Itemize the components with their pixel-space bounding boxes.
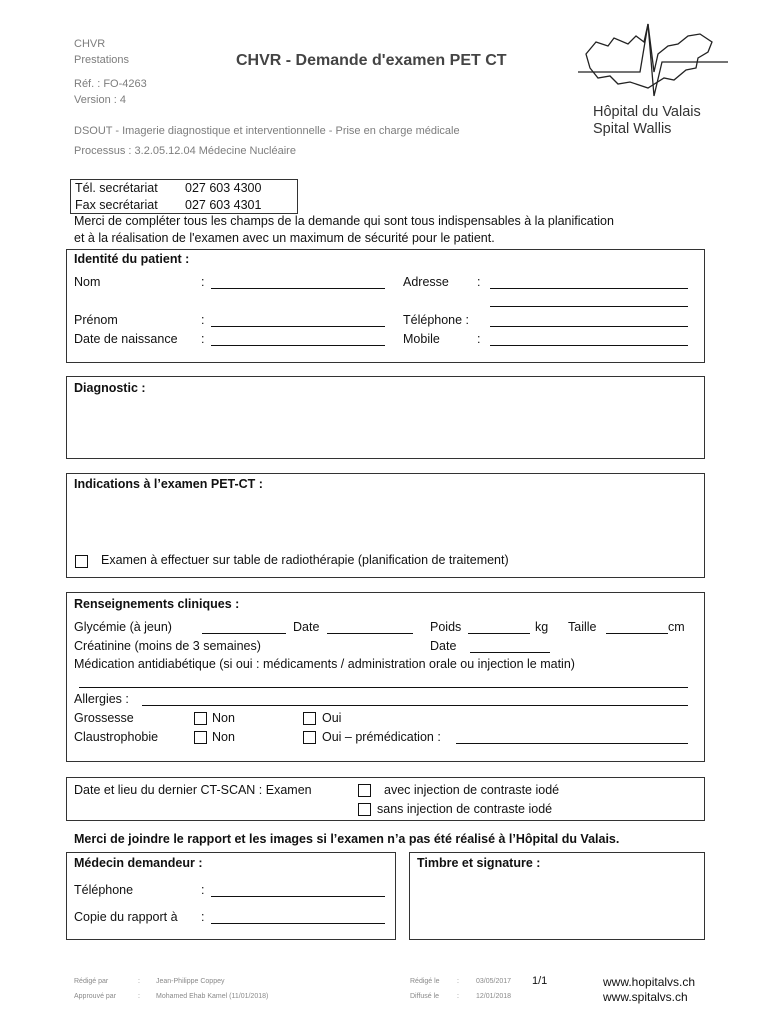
glycemie-label: Glycémie (à jeun) (74, 620, 172, 634)
taille-label: Taille (568, 620, 597, 634)
doc-version: Version : 4 (74, 94, 126, 106)
approuve-value: Mohamed Ehab Kamel (11/01/2018) (156, 993, 269, 1000)
glycemie-date-field[interactable] (327, 622, 413, 634)
claustro-oui-label: Oui – prémédication : (322, 730, 441, 744)
cm-unit: cm (668, 620, 685, 634)
approuve-label: Approuvé par (74, 993, 117, 1000)
grossesse-oui-checkbox[interactable] (303, 712, 316, 725)
fax-value: 027 603 4301 (185, 198, 262, 212)
join-report-notice: Merci de joindre le rapport et les images si l’examen n’a pas été réalisé à l’Hôpital du Valais. (74, 832, 620, 846)
creatinine-date-label: Date (430, 639, 457, 653)
copie-field[interactable] (211, 912, 385, 924)
logo-text-fr: Hôpital du Valais (593, 104, 701, 120)
glycemie-date-label: Date (293, 620, 320, 634)
claustro-label: Claustrophobie (74, 730, 159, 744)
timbre-heading: Timbre et signature : (417, 856, 541, 870)
hopital-valais-logo-icon (578, 22, 728, 104)
prenom-field[interactable] (211, 315, 385, 327)
redige-le-label: Rédigé le (410, 978, 440, 985)
intro-line-1: Merci de compléter tous les champs de la demande qui sont tous indispensables à la planification (74, 214, 614, 228)
medication-label: Médication antidiabétique (si oui : médicaments / administration orale ou injection le matin) (74, 657, 575, 671)
redige-le-value: 03/05/2017 (476, 978, 512, 985)
medecin-telephone-field[interactable] (211, 885, 385, 897)
adresse-field-2[interactable] (490, 295, 688, 307)
poids-label: Poids (430, 620, 462, 634)
approuve-colon: : (138, 993, 140, 1000)
adresse-label: Adresse (403, 275, 449, 289)
mobile-colon: : (477, 332, 481, 346)
taille-field[interactable] (606, 622, 668, 634)
ctscan-avec-checkbox[interactable] (358, 784, 371, 797)
dept-name: Prestations (74, 54, 130, 66)
ctscan-avec-label: avec injection de contraste iodé (384, 783, 560, 797)
tel-value: 027 603 4300 (185, 181, 262, 195)
patient-heading: Identité du patient : (74, 252, 190, 266)
url-spitalvs[interactable]: www.spitalvs.ch (603, 990, 688, 1004)
indications-heading: Indications à l’examen PET-CT : (74, 477, 263, 491)
processus-line: Processus : 3.2.05.12.04 Médecine Nucléaire (74, 145, 296, 157)
diffuse-colon: : (457, 993, 459, 1000)
naissance-colon: : (201, 332, 205, 346)
medication-field[interactable] (79, 676, 688, 688)
nom-label: Nom (74, 275, 101, 289)
grossesse-non-checkbox[interactable] (194, 712, 207, 725)
clinique-heading: Renseignements cliniques : (74, 597, 240, 611)
radiotherapie-label: Examen à effectuer sur table de radiothérapie (planification de traitement) (101, 553, 509, 567)
radiotherapie-checkbox[interactable] (75, 555, 88, 568)
allergies-label: Allergies : (74, 692, 129, 706)
medecin-heading: Médecin demandeur : (74, 856, 203, 870)
grossesse-non-label: Non (212, 711, 235, 725)
copie-label: Copie du rapport à (74, 910, 178, 924)
logo-text-de: Spital Wallis (593, 121, 672, 137)
page-number: 1/1 (532, 975, 548, 987)
grossesse-oui-label: Oui (322, 711, 342, 725)
ctscan-label: Date et lieu du dernier CT-SCAN : Examen (74, 783, 312, 797)
adresse-colon: : (477, 275, 481, 289)
nom-colon: : (201, 275, 205, 289)
adresse-field-1[interactable] (490, 277, 688, 289)
prenom-colon: : (201, 313, 205, 327)
mobile-label: Mobile (403, 332, 440, 346)
glycemie-field[interactable] (202, 622, 286, 634)
telephone-label: Téléphone : (403, 313, 470, 327)
url-hopitalvs[interactable]: www.hopitalvs.ch (603, 975, 696, 989)
premedication-field[interactable] (456, 732, 688, 744)
grossesse-label: Grossesse (74, 711, 134, 725)
diffuse-label: Diffusé le (410, 993, 440, 1000)
prenom-label: Prénom (74, 313, 118, 327)
naissance-field[interactable] (211, 334, 385, 346)
nom-field[interactable] (211, 277, 385, 289)
fax-label: Fax secrétariat (75, 198, 158, 212)
mobile-field[interactable] (490, 334, 688, 346)
redige-par-value: Jean-Philippe Coppey (156, 978, 225, 985)
claustro-non-checkbox[interactable] (194, 731, 207, 744)
kg-unit: kg (535, 620, 549, 634)
medecin-telephone-colon: : (201, 883, 205, 897)
copie-colon: : (201, 910, 205, 924)
page-title: CHVR - Demande d'examen PET CT (236, 52, 507, 69)
creatinine-label: Créatinine (moins de 3 semaines) (74, 639, 261, 653)
redige-par-label: Rédigé par (74, 978, 109, 985)
redige-le-colon: : (457, 978, 459, 985)
ctscan-sans-checkbox[interactable] (358, 803, 371, 816)
intro-line-2: et à la réalisation de l'examen avec un maximum de sécurité pour le patient. (74, 231, 495, 245)
tel-label: Tél. secrétariat (75, 181, 158, 195)
redige-par-colon: : (138, 978, 140, 985)
naissance-label: Date de naissance (74, 332, 178, 346)
doc-ref: Réf. : FO-4263 (74, 78, 147, 90)
diagnostic-heading: Diagnostic : (74, 381, 146, 395)
ctscan-sans-label: sans injection de contraste iodé (377, 802, 553, 816)
telephone-field[interactable] (490, 315, 688, 327)
medecin-telephone-label: Téléphone (74, 883, 134, 897)
dsout-line: DSOUT - Imagerie diagnostique et interventionnelle - Prise en charge médicale (74, 125, 460, 137)
diagnostic-section[interactable] (66, 376, 705, 459)
diffuse-value: 12/01/2018 (476, 993, 512, 1000)
claustro-non-label: Non (212, 730, 235, 744)
poids-field[interactable] (468, 622, 530, 634)
creatinine-date-field[interactable] (470, 641, 550, 653)
claustro-oui-checkbox[interactable] (303, 731, 316, 744)
org-name: CHVR (74, 38, 106, 50)
allergies-field[interactable] (142, 694, 688, 706)
